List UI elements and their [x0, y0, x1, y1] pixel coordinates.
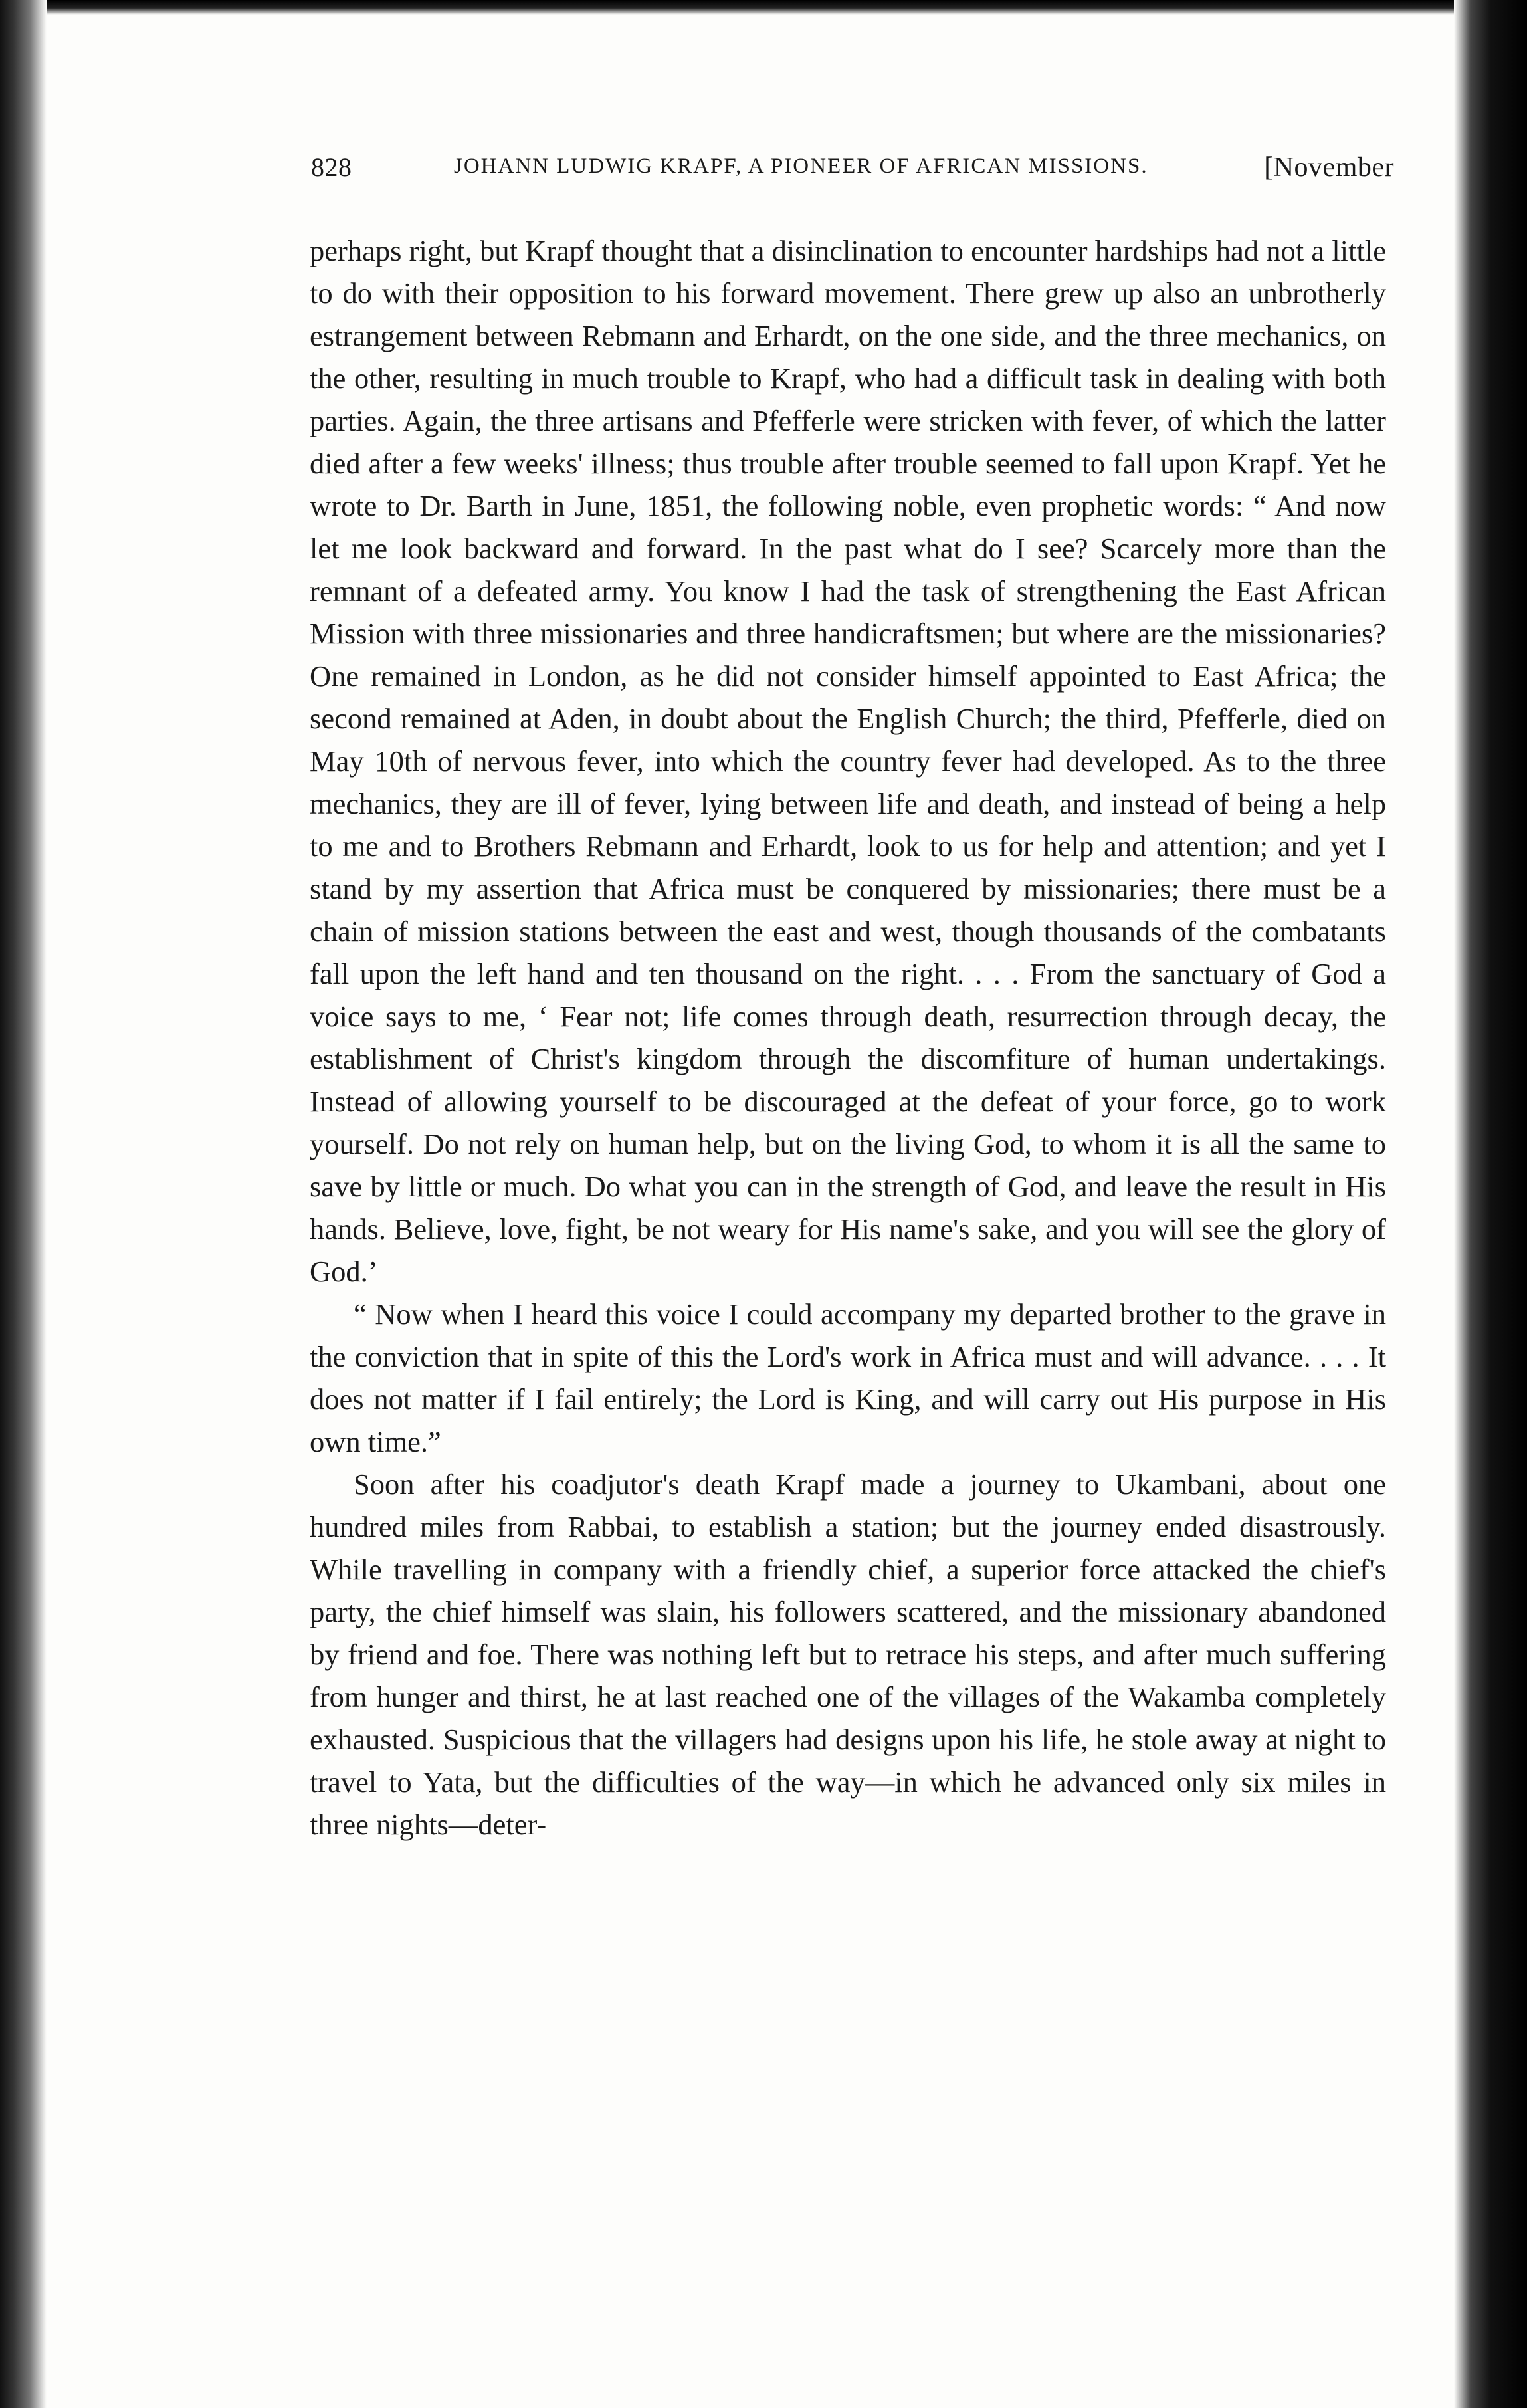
running-month: [November [1264, 152, 1394, 183]
scan-edge-right [1454, 0, 1527, 2408]
paragraph-continued: perhaps right, but Krapf thought that a disinclination to encounter hardships had not a little to do with their opposition to his forward movement. There grew up also an unbrotherly estrangement between Rebmann and Erhardt, on the one side, and the three mechanics, on the other, resulting in much trouble to Krapf, who had a difficult task in dealing with both parties. Again, the three artisans and Pfefferle were stricken with fever, of which the latter died after a few weeks' illness; thus trouble after trouble seemed to fall upon Krapf. Yet he wrote to Dr. Barth in June, 1851, the following noble, even prophetic words: “ And now let me look backward and forward. In the past what do I see? Scarcely more than the remnant of a defeated army. You know I had the task of strengthening the East African Mission with three missionaries and three handicraftsmen; but where are the missionaries? One remained in London, as he did not consider himself appointed to East Africa; the second remained at Aden, in doubt about the English Church; the third, Pfefferle, died on May 10th of nervous fever, into which the country fever had developed. As to the three mechanics, they are ill of fever, lying between life and death, and instead of being a help to me and to Brothers Rebmann and Erhardt, look to us for help and attention; and yet I stand by my assertion that Africa must be conquered by missionaries; there must be a chain of mission stations between the east and west, though thousands of the combatants fall upon the left hand and ten thousand on the right. . . . From the sanctuary of God a voice says to me, ‘ Fear not; life comes through death, resurrection through decay, the establishment of Christ's kingdom through the discomfiture of human undertakings. Instead of allowing yourself to be discouraged at the defeat of your force, go to work yourself. Do not rely on human help, but on the living God, to whom it is all the same to save by little or much. Do what you can in the strength of God, and leave the result in His hands. Believe, love, fight, be not weary for His name's sake, and you will see the glory of God.’ [310, 234, 1386, 1288]
running-header [311, 152, 1394, 191]
page-number: 828 [311, 152, 352, 182]
scan-edge-top [0, 0, 1527, 15]
body-text [310, 229, 1386, 1846]
paragraph-quotation: “ Now when I heard this voice I could accompany my departed brother to the grave in the conviction that in spite of this the Lord's work in Africa must and will advance. . . . It does not matter if I fail entirely; the Lord is King, and will carry out His purpose in His own time.” [310, 1297, 1386, 1458]
running-title: JOHANN LUDWIG KRAPF, A PIONEER OF AFRICAN MISSIONS. [454, 154, 1148, 178]
scan-edge-left [0, 0, 47, 2408]
paragraph-ukambani-journey: Soon after his coadjutor's death Krapf made a journey to Ukambani, about one hundred miles from Rabbai, to establish a station; but the journey ended disastrously. While travelling in company with a friendly chief, a superior force attacked the chief's party, the chief himself was slain, his followers scattered, and the missionary abandoned by friend and foe. There was nothing left but to retrace his steps, and after much suffering from hunger and thirst, he at last reached one of the villages of the Wakamba completely exhausted. Suspicious that the villagers had designs upon his life, he stole away at night to travel to Yata, but the difficulties of the way—in which he advanced only six miles in three nights—deter- [310, 1468, 1386, 1841]
